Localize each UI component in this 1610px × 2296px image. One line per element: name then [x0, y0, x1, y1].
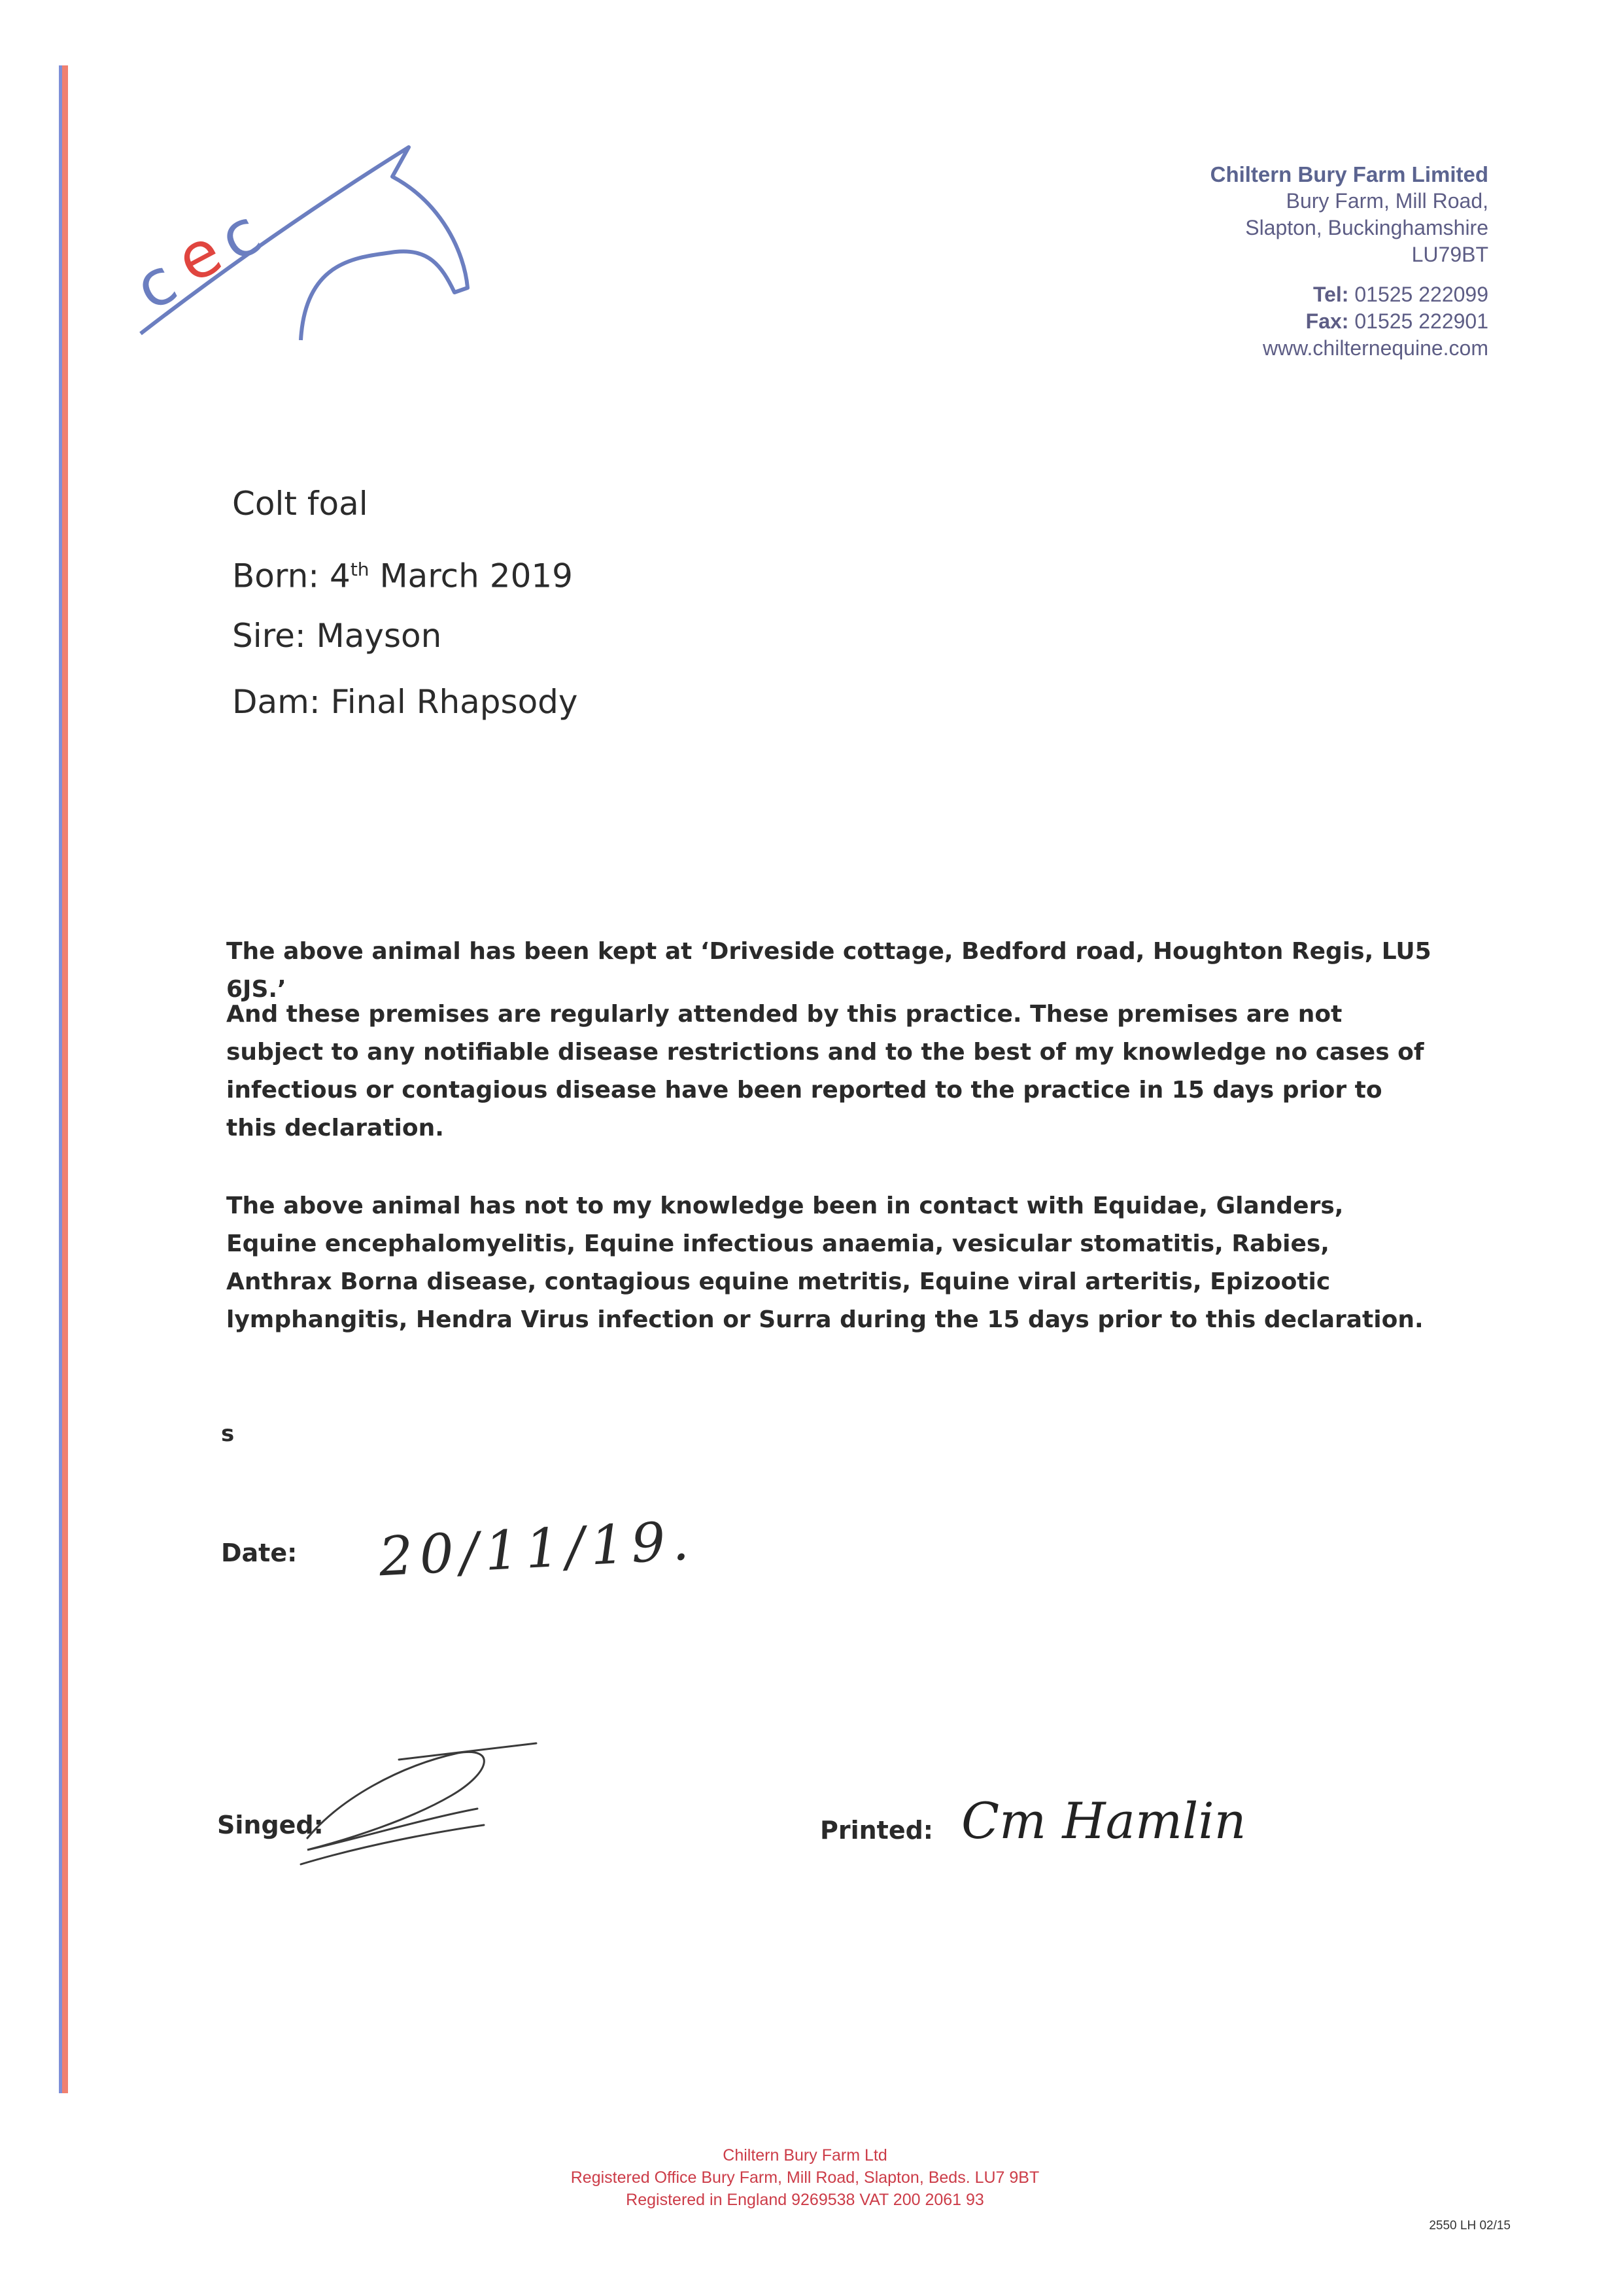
website: www.chilternequine.com: [1262, 336, 1488, 360]
postcode: LU79BT: [1411, 243, 1488, 266]
svg-text:e: e: [164, 214, 233, 298]
footer-office: Registered Office Bury Farm, Mill Road, Slapton, Beds. LU7 9BT: [570, 2168, 1040, 2187]
fax: [1210, 308, 1488, 335]
margin-rule: [59, 65, 68, 2093]
printed-name-handwritten: [961, 1779, 1288, 1858]
animal-born: Born: 4th March 2019: [232, 557, 573, 595]
printed-label: Printed:: [820, 1816, 934, 1845]
svg-text:c: c: [207, 195, 273, 276]
animal-type: Colt foal: [232, 485, 368, 523]
tel-label: Tel:: [1312, 283, 1349, 306]
letterhead-address: [1210, 161, 1488, 362]
contact-declaration-paragraph: The above animal has not to my knowledge been in contact with Equidae, Glanders, Equine encephalomyelitis, Equine infectious anaemia, vesicular stomatitis, Rabies, Anthrax Borna disease, contagious equine metritis, Equine viral arteritis, Epizootic lymphangitis, Hendra Virus infection or Surra during the 15 days prior to this declaration.: [226, 1192, 1424, 1333]
signed-label: Singed:: [217, 1811, 324, 1839]
premises-paragraph: The above animal has been kept at ‘Driveside cottage, Bedford road, Houghton Regis, LU5 6JS.’: [226, 938, 1431, 1003]
fax-label: Fax:: [1305, 309, 1349, 333]
address-line-1: Bury Farm, Mill Road,: [1286, 189, 1488, 213]
svg-text:Cm Hamlin: Cm Hamlin: [961, 1792, 1246, 1850]
footer-company: Chiltern Bury Farm Ltd: [723, 2146, 887, 2165]
stray-character: s: [221, 1421, 235, 1447]
svg-text:20/11/19.: 20/11/19.: [377, 1510, 697, 1589]
svg-text:c: c: [123, 243, 188, 325]
signature: [288, 1740, 549, 1877]
telephone: [1210, 281, 1488, 308]
date-label: Date:: [221, 1539, 298, 1567]
company-name: Chiltern Bury Farm Limited: [1210, 162, 1488, 186]
registered-office-footer: [0, 2144, 1610, 2211]
fax-number: 01525 222901: [1354, 309, 1488, 333]
attendance-paragraph: And these premises are regularly attended by this practice. These premises are not subject to any notifiable disease restrictions and to the best of my knowledge no cases of infectious or contagious disease have been reported to the practice in 15 days prior to this declaration.: [226, 1001, 1424, 1141]
address-line-2: Slapton, Buckinghamshire: [1245, 216, 1488, 239]
tel-number: 01525 222099: [1354, 283, 1488, 306]
animal-sire: Sire: Mayson: [232, 617, 442, 655]
footer-registration: Registered in England 9269538 VAT 200 2061 93: [626, 2191, 984, 2209]
animal-details: [232, 484, 578, 748]
animal-dam: Dam: Final Rhapsody: [232, 683, 578, 721]
handwritten-date: [366, 1508, 697, 1593]
form-code: 2550 LH 02/15: [1429, 2219, 1511, 2233]
cec-horse-logo: [123, 141, 481, 343]
